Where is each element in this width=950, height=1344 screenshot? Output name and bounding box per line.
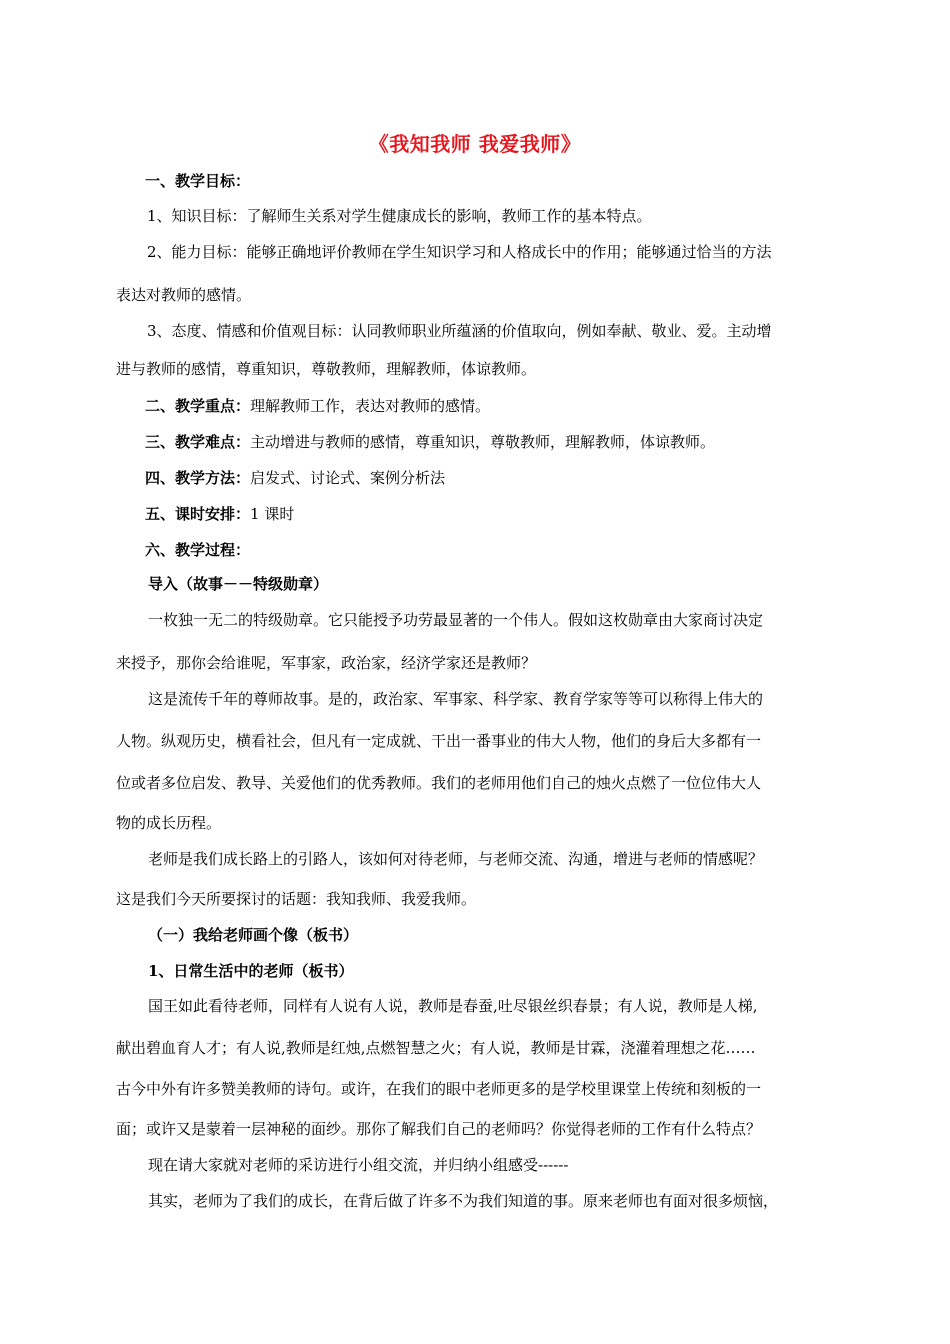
difficulties-text: 主动增进与教师的感情，尊重知识，尊敬教师，理解教师，体谅教师。 xyxy=(250,433,716,451)
section-heading-methods: 四、教学方法： xyxy=(145,469,251,487)
paragraph-4-line2: 献出碧血育人才；有人说,教师是红烛,点燃智慧之火；有人说，教师是甘霖，浇灌着理想之花…… xyxy=(116,1039,756,1057)
schedule-text: 1 课时 xyxy=(250,505,295,523)
section-schedule xyxy=(145,503,294,525)
paragraph-4-line4: 面；或许又是蒙着一层神秘的面纱。那你了解我们自己的老师吗？你觉得老师的工作有什么特点？ xyxy=(116,1120,762,1138)
section-heading-difficulties: 三、教学难点： xyxy=(145,433,251,451)
document-title: 《我知我师 我爱我师》 xyxy=(368,132,582,156)
paragraph-1-line1: 一枚独一无二的特级勋章。它只能授予功劳最显著的一个伟人。假如这枚勋章由大家商讨决定 xyxy=(148,611,764,629)
objective-attitude-line1: 3、态度、情感和价值观目标：认同教师职业所蕴涵的价值取向，例如奉献、敬业、爱。主动增 xyxy=(147,322,772,340)
methods-text: 启发式、讨论式、案例分析法 xyxy=(250,469,446,487)
section-heading-schedule: 五、课时安排： xyxy=(145,505,251,523)
section-key-points xyxy=(145,395,490,417)
paragraph-2-line2: 人物。纵观历史，横看社会，但凡有一定成就、干出一番事业的伟大人物，他们的身后大多都有一 xyxy=(116,732,762,750)
paragraph-4-line1: 国王如此看待老师，同样有人说有人说，教师是春蚕,吐尽银丝织春景；有人说，教师是人梯, xyxy=(148,997,758,1015)
paragraph-2-line1: 这是流传千年的尊师故事。是的，政治家、军事家、科学家、教育学家等等可以称得上伟大的 xyxy=(148,690,764,708)
paragraph-1-line2: 来授予，那你会给谁呢，军事家，政治家，经济学家还是教师？ xyxy=(116,654,537,672)
paragraph-5-line1: 现在请大家就对老师的采访进行小组交流，并归纳小组感受------ xyxy=(148,1156,569,1174)
section-heading-process: 六、教学过程： xyxy=(145,541,251,559)
paragraph-6-line1: 其实，老师为了我们的成长，在背后做了许多不为我们知道的事。原来老师也有面对很多烦恼， xyxy=(148,1192,779,1210)
key-points-text: 理解教师工作，表达对教师的感情。 xyxy=(250,397,491,415)
objective-knowledge: 1、知识目标：了解师生关系对学生健康成长的影响，教师工作的基本特点。 xyxy=(147,207,652,225)
objective-ability-line1: 2、能力目标：能够正确地评价教师在学生知识学习和人格成长中的作用；能够通过恰当的方法 xyxy=(147,243,772,261)
section-heading-objectives: 一、教学目标： xyxy=(145,172,251,190)
objective-attitude-line2: 进与教师的感情，尊重知识，尊敬教师，理解教师，体谅教师。 xyxy=(116,360,537,378)
paragraph-3-line1: 老师是我们成长路上的引路人，该如何对待老师，与老师交流、沟通，增进与老师的情感呢？ xyxy=(148,850,764,868)
subsection-heading-daily-life: 1、日常生活中的老师（板书） xyxy=(148,962,354,980)
section-heading-key-points: 二、教学重点： xyxy=(145,397,251,415)
section-difficulties xyxy=(145,431,715,453)
objective-ability-line2: 表达对教师的感情。 xyxy=(116,286,252,304)
paragraph-3-line2: 这是我们今天所要探讨的话题：我知我师、我爱我师。 xyxy=(116,890,477,908)
paragraph-2-line3: 位或者多位启发、教导、关爱他们的优秀教师。我们的老师用他们自己的烛火点燃了一位位伟大人 xyxy=(116,774,762,792)
paragraph-4-line3: 古今中外有许多赞美教师的诗句。或许，在我们的眼中老师更多的是学校里课堂上传统和刻板的一 xyxy=(116,1080,762,1098)
intro-heading: 导入（故事－－特级勋章） xyxy=(148,575,329,593)
paragraph-2-line4: 物的成长历程。 xyxy=(116,814,222,832)
subsection-heading-portrait: （一）我给老师画个像（板书） xyxy=(148,926,359,944)
section-methods xyxy=(145,467,445,489)
